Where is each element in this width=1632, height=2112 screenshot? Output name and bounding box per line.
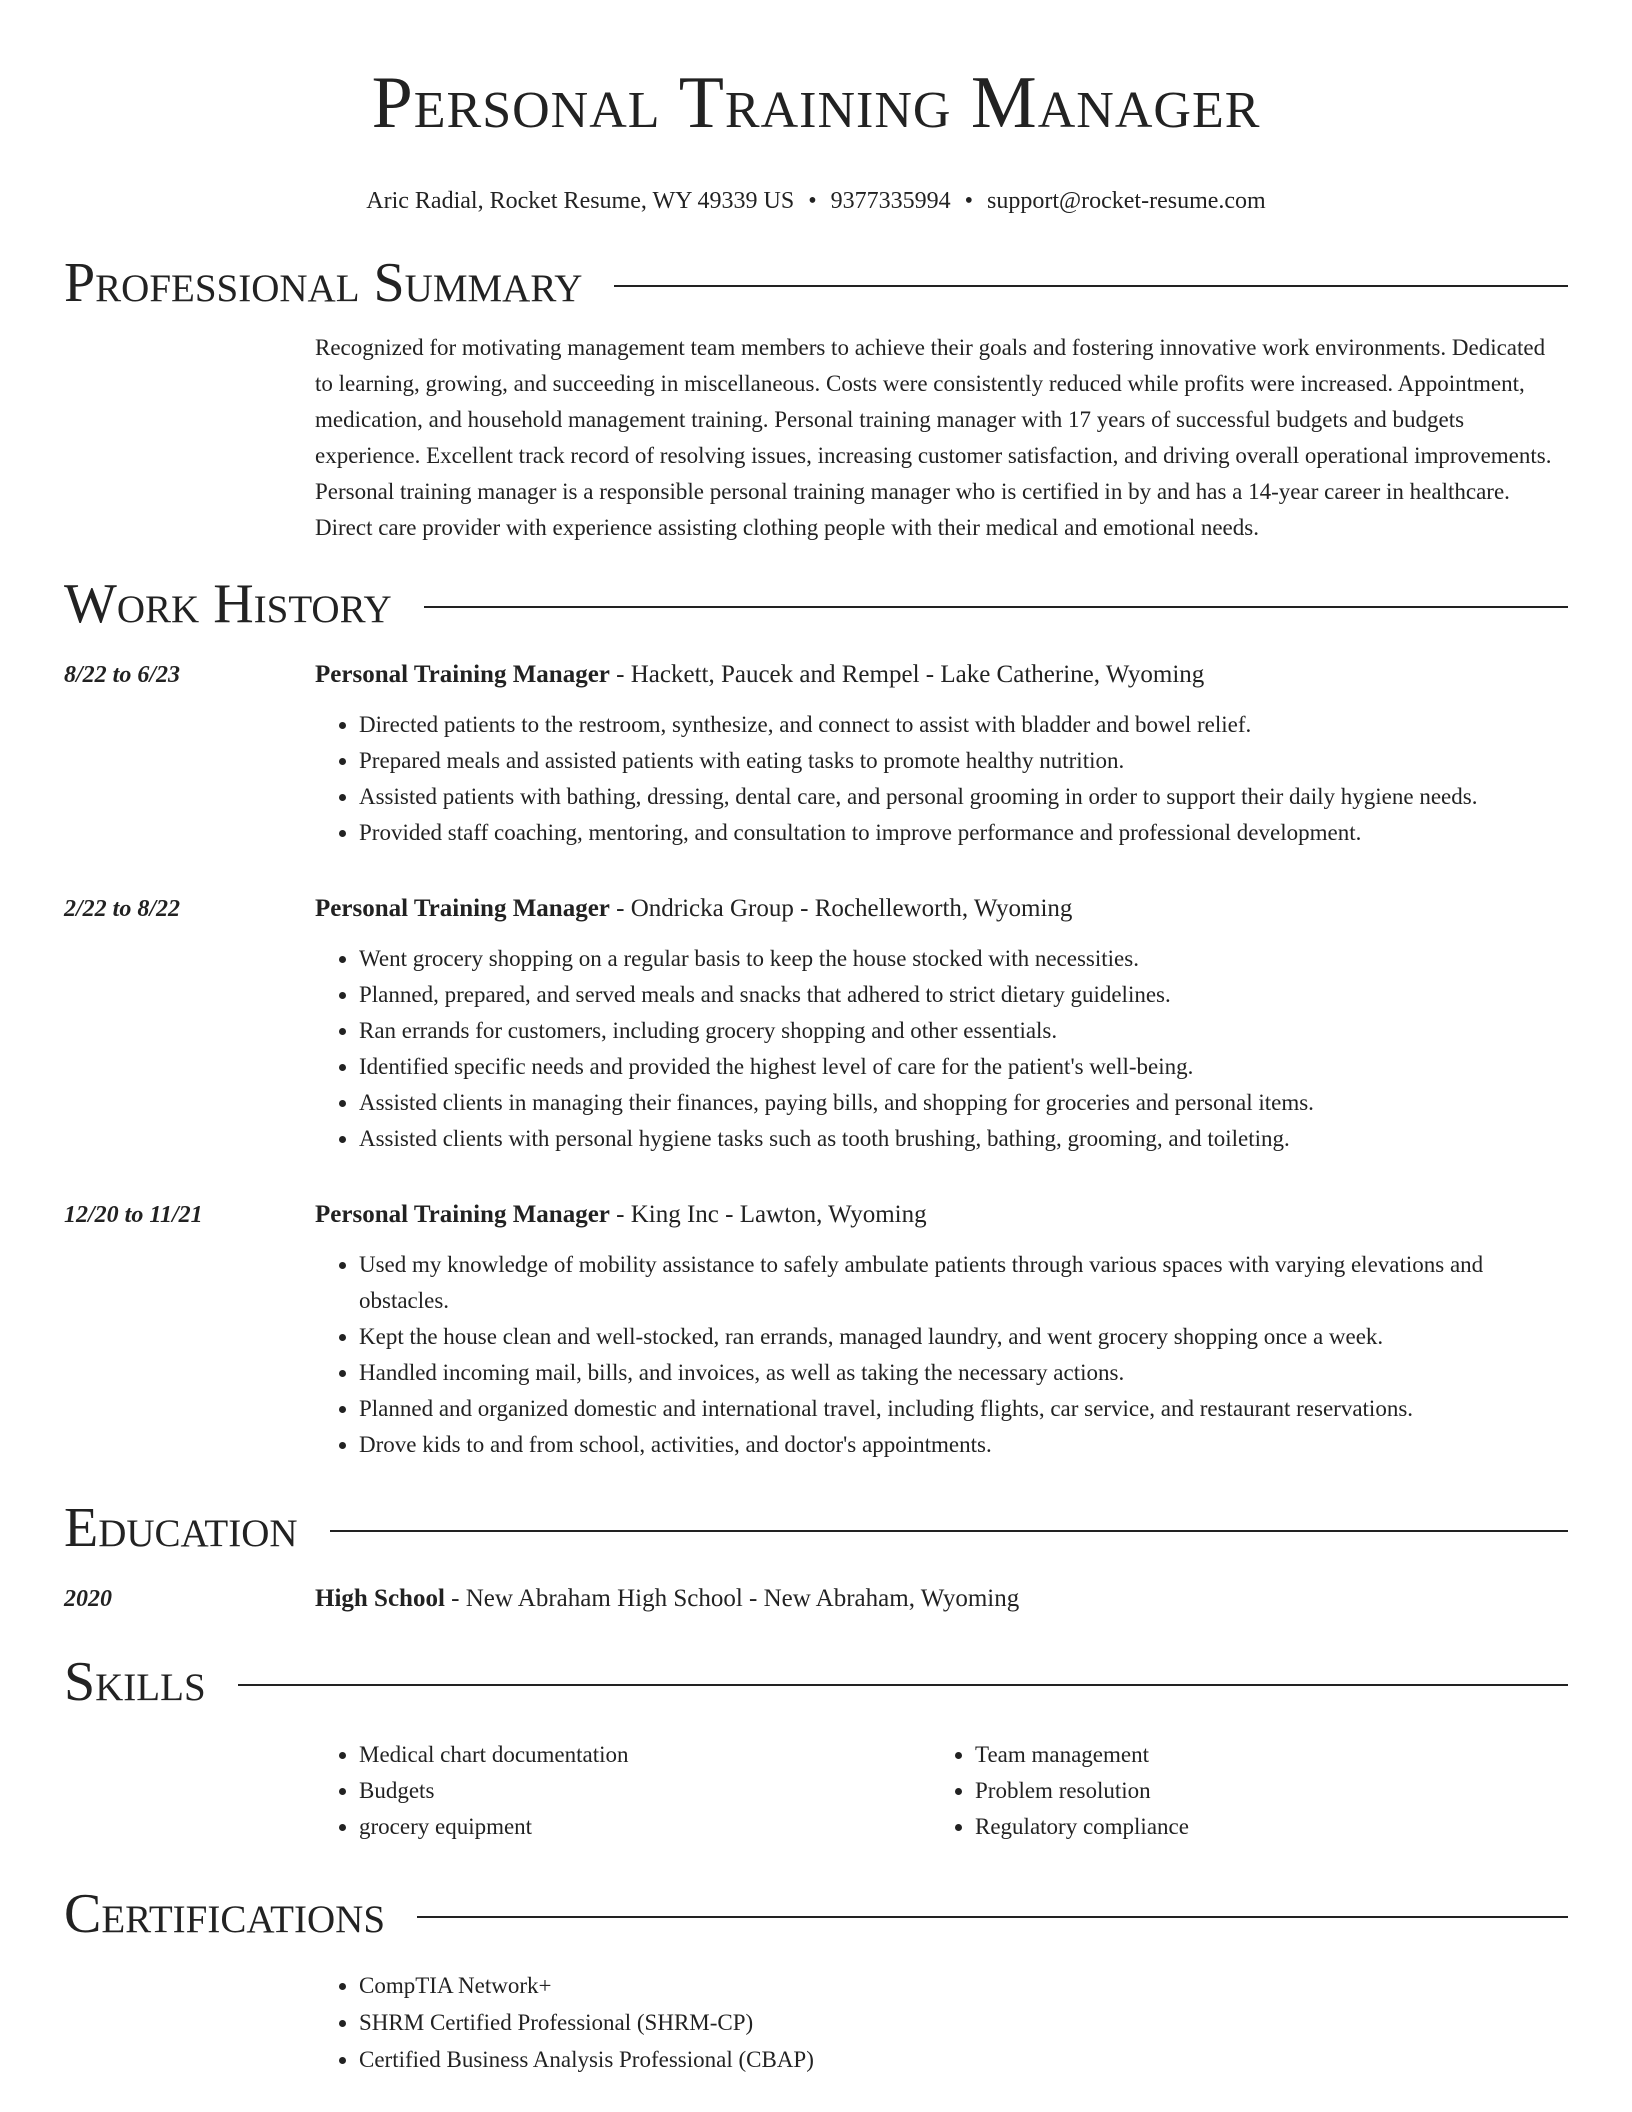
job-bullet: • Used my knowledge of mobility assistance to safely ambulate patients through various spaces with varying elevations and obstacles. xyxy=(359,1247,1568,1319)
skills-grid xyxy=(315,1737,1568,1845)
certification-item: • SHRM Certified Professional (SHRM-CP) xyxy=(359,2004,1568,2041)
job-bullet: • Identified specific needs and provided the highest level of care for the patient's well-being. xyxy=(359,1049,1568,1085)
work-history-section xyxy=(64,569,1568,1463)
contact-separator: • xyxy=(964,188,974,214)
certifications-list xyxy=(315,1967,1568,2078)
section-divider xyxy=(424,606,1568,608)
job-employer: - Ondricka Group - Rochelleworth, Wyoming xyxy=(609,895,1073,922)
skill-item: • Regulatory compliance xyxy=(975,1809,1547,1845)
job-bullets xyxy=(315,1247,1568,1463)
education-section xyxy=(64,1493,1568,1617)
job-bullets xyxy=(315,941,1568,1157)
summary-heading: Professional Summary xyxy=(64,252,583,314)
job-bullet: • Went grocery shopping on a regular basis to keep the house stocked with necessities. xyxy=(359,941,1568,977)
job-dates: 12/20 to 11/21 xyxy=(64,1202,203,1228)
section-divider xyxy=(238,1684,1568,1686)
job-entry xyxy=(64,657,1568,851)
job-dates: 8/22 to 6/23 xyxy=(64,662,181,688)
resume-title: Personal Training Manager xyxy=(371,62,1261,144)
skill-item: • Problem resolution xyxy=(975,1773,1547,1809)
job-details xyxy=(315,1197,1568,1463)
job-entry xyxy=(64,891,1568,1157)
job-entry xyxy=(64,1197,1568,1463)
contact-email[interactable]: support@rocket-resume.com xyxy=(987,188,1266,214)
job-dates: 2/22 to 8/22 xyxy=(64,896,181,922)
job-employer: - Hackett, Paucek and Rempel - Lake Catherine, Wyoming xyxy=(609,661,1205,688)
skills-section xyxy=(64,1647,1568,1845)
certification-item: • Certified Business Analysis Professional (CBAP) xyxy=(359,2041,1568,2078)
job-bullet: • Drove kids to and from school, activities, and doctor's appointments. xyxy=(359,1427,1568,1463)
education-degree: High School xyxy=(315,1585,445,1612)
job-header xyxy=(315,657,1568,693)
job-role: Personal Training Manager xyxy=(315,1201,610,1228)
job-role: Personal Training Manager xyxy=(315,661,610,688)
work-history-heading: Work History xyxy=(64,573,392,635)
education-heading: Education xyxy=(64,1497,298,1559)
section-heading xyxy=(64,248,1568,318)
job-bullet: • Planned and organized domestic and international travel, including flights, car service, and restaurant reservations. xyxy=(359,1391,1568,1427)
skill-item: • grocery equipment xyxy=(359,1809,931,1845)
contact-line xyxy=(64,186,1568,216)
section-divider xyxy=(417,1916,1568,1918)
summary-section xyxy=(64,248,1568,546)
job-header xyxy=(315,891,1568,927)
job-bullet: • Planned, prepared, and served meals and snacks that adhered to strict dietary guidelines. xyxy=(359,977,1568,1013)
section-heading xyxy=(64,1879,1568,1949)
education-details xyxy=(315,1581,1019,1617)
contact-address: Aric Radial, Rocket Resume, WY 49339 US xyxy=(366,188,795,214)
education-school: - New Abraham High School - New Abraham, Wyoming xyxy=(444,1585,1020,1612)
job-details xyxy=(315,657,1568,851)
job-bullet: • Kept the house clean and well-stocked, ran errands, managed laundry, and went grocery shopping once a week. xyxy=(359,1319,1568,1355)
job-bullet: • Assisted patients with bathing, dressing, dental care, and personal grooming in order to support their daily hygiene needs. xyxy=(359,779,1568,815)
certifications-heading: Certifications xyxy=(64,1883,386,1945)
skills-column-right xyxy=(931,1737,1547,1845)
job-bullet: • Directed patients to the restroom, synthesize, and connect to assist with bladder and bowel relief. xyxy=(359,707,1568,743)
section-divider xyxy=(330,1530,1568,1532)
section-heading xyxy=(64,1493,1568,1563)
education-date: 2020 xyxy=(64,1586,112,1612)
job-bullet: • Assisted clients in managing their finances, paying bills, and shopping for groceries and personal items. xyxy=(359,1085,1568,1121)
skills-heading: Skills xyxy=(64,1651,206,1713)
certification-item: • CompTIA Network+ xyxy=(359,1967,1568,2004)
job-bullet: • Prepared meals and assisted patients with eating tasks to promote healthy nutrition. xyxy=(359,743,1568,779)
job-bullet: • Assisted clients with personal hygiene tasks such as tooth brushing, bathing, grooming, and toileting. xyxy=(359,1121,1568,1157)
section-heading xyxy=(64,569,1568,639)
job-bullets xyxy=(315,707,1568,851)
job-employer: - King Inc - Lawton, Wyoming xyxy=(609,1201,927,1228)
job-bullet: • Handled incoming mail, bills, and invoices, as well as taking the necessary actions. xyxy=(359,1355,1568,1391)
jobs-list xyxy=(64,657,1568,1463)
contact-phone: 9377335994 xyxy=(830,188,951,214)
education-item xyxy=(64,1581,1568,1617)
skill-item: • Budgets xyxy=(359,1773,931,1809)
skill-item: • Team management xyxy=(975,1737,1547,1773)
certifications-section xyxy=(64,1879,1568,2078)
contact-separator: • xyxy=(808,188,817,214)
job-role: Personal Training Manager xyxy=(315,895,610,922)
summary-text: Recognized for motivating management team members to achieve their goals and fostering innovative work environments. Dedicated to learning, growing, and succeeding in miscellaneous. Costs were consistently reduced while profits were increased. Appointment, medication, and household management training. Personal training manager with 17 years of successful budgets and budgets experience. Excellent track record of resolving issues, increasing customer satisfaction, and driving overall operational improvements. Personal training manager is a responsible personal training manager who is certified in by and has a 14-year career in healthcare. Direct care provider with experience assisting clothing people with their medical and emotional needs. xyxy=(315,335,1552,540)
job-header xyxy=(315,1197,1568,1233)
skills-column-left xyxy=(315,1737,931,1845)
section-divider xyxy=(614,285,1568,287)
job-bullet: • Ran errands for customers, including grocery shopping and other essentials. xyxy=(359,1013,1568,1049)
job-details xyxy=(315,891,1568,1157)
section-heading xyxy=(64,1647,1568,1717)
skill-item: • Medical chart documentation xyxy=(359,1737,931,1773)
job-bullet: • Provided staff coaching, mentoring, and consultation to improve performance and professional development. xyxy=(359,815,1568,851)
